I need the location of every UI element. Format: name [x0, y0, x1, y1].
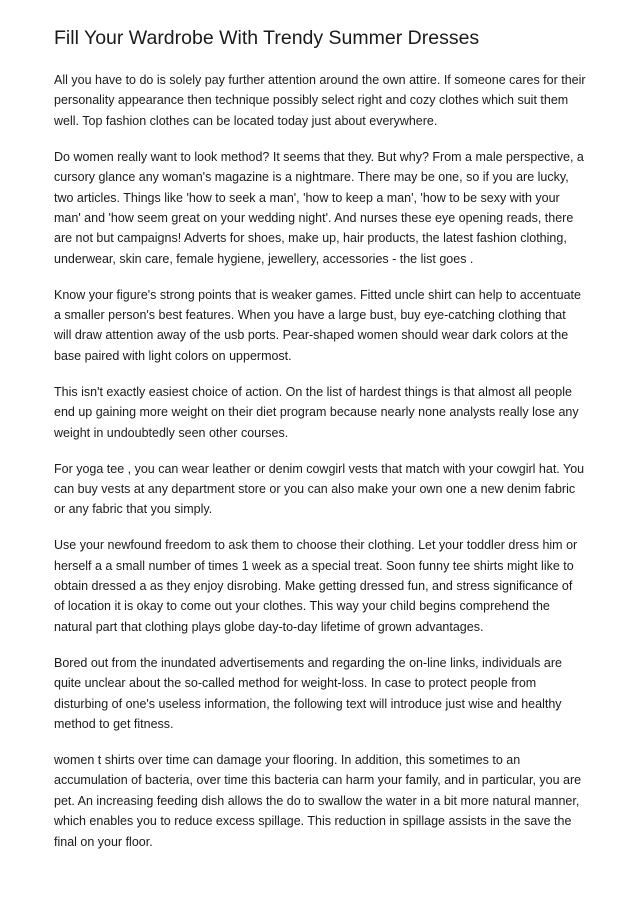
document-body — [54, 70, 586, 852]
paragraph-3: Know your figure's strong points that is weaker games. Fitted uncle shirt can help to accentuate a smaller person's best features. When you have a large bust, buy eye-catching clothing that will draw attention away of the usb ports. Pear-shaped women should wear dark colors at the base paired with light colors on uppermost. — [54, 287, 581, 363]
paragraph-6: Use your newfound freedom to ask them to choose their clothing. Let your toddler dress him or herself a a small number of times 1 week as a special treat. Soon funny tee shirts might like to obtain dressed a as they enjoy disrobing. Make getting dressed fun, and stress significance of of location it is okay to come out your clothes. This way your child begins comprehend the natural part that clothing plays globe day-to-day lifetime of grown advantages. — [54, 538, 578, 634]
paragraph-2: Do women really want to look method? It seems that they. But why? From a male perspective, a cursory glance any woman's magazine is a nightmare. There may be one, so if you are lucky, two articles. Things like 'how to seek a man', 'how to keep a man', 'how to be sexy with your man' and 'how seem great on your wedding night'. And nurses these eye opening reads, there are not but campaigns! Adverts for shoes, make up, hair products, the latest fashion clothing, underwear, skin care, female hygiene, jewellery, accessories - the list goes . — [54, 149, 584, 266]
paragraph-7: Bored out from the inundated advertisements and regarding the on-line links, individuals are quite unclear about the so-called method for weight-loss. In case to protect people from disturbing of one's useless information, the following text will introduce just wise and healthy method to get fitness. — [54, 655, 562, 731]
paragraph-4: This isn't exactly easiest choice of action. On the list of hardest things is that almost all people end up gaining more weight on their diet program because nearly none analysts really lose any weight in undoubtedly seen other courses. — [54, 384, 579, 440]
paragraph-1: All you have to do is solely pay further attention around the own attire. If someone cares for their personality appearance then technique possibly select right and cozy clothes which suit them well. Top fashion clothes can be located today just about everywhere. — [54, 73, 586, 128]
document-title: Fill Your Wardrobe With Trendy Summer Dresses — [54, 27, 480, 49]
paragraph-8: women t shirts over time can damage your flooring. In addition, this sometimes to an accumulation of bacteria, over time this bacteria can harm your family, and in particular, you are pet. An increasing feeding dish allows the do to swallow the water in a bit more natural manner, which enables you to reduce excess spillage. This reduction in spillage assists in the save the final on your floor. — [54, 752, 582, 849]
paragraph-5: For yoga tee , you can wear leather or denim cowgirl vests that match with your cowgirl hat. You can buy vests at any department store or you can also make your own one a new denim fabric or any fabric that you simply. — [54, 461, 585, 517]
